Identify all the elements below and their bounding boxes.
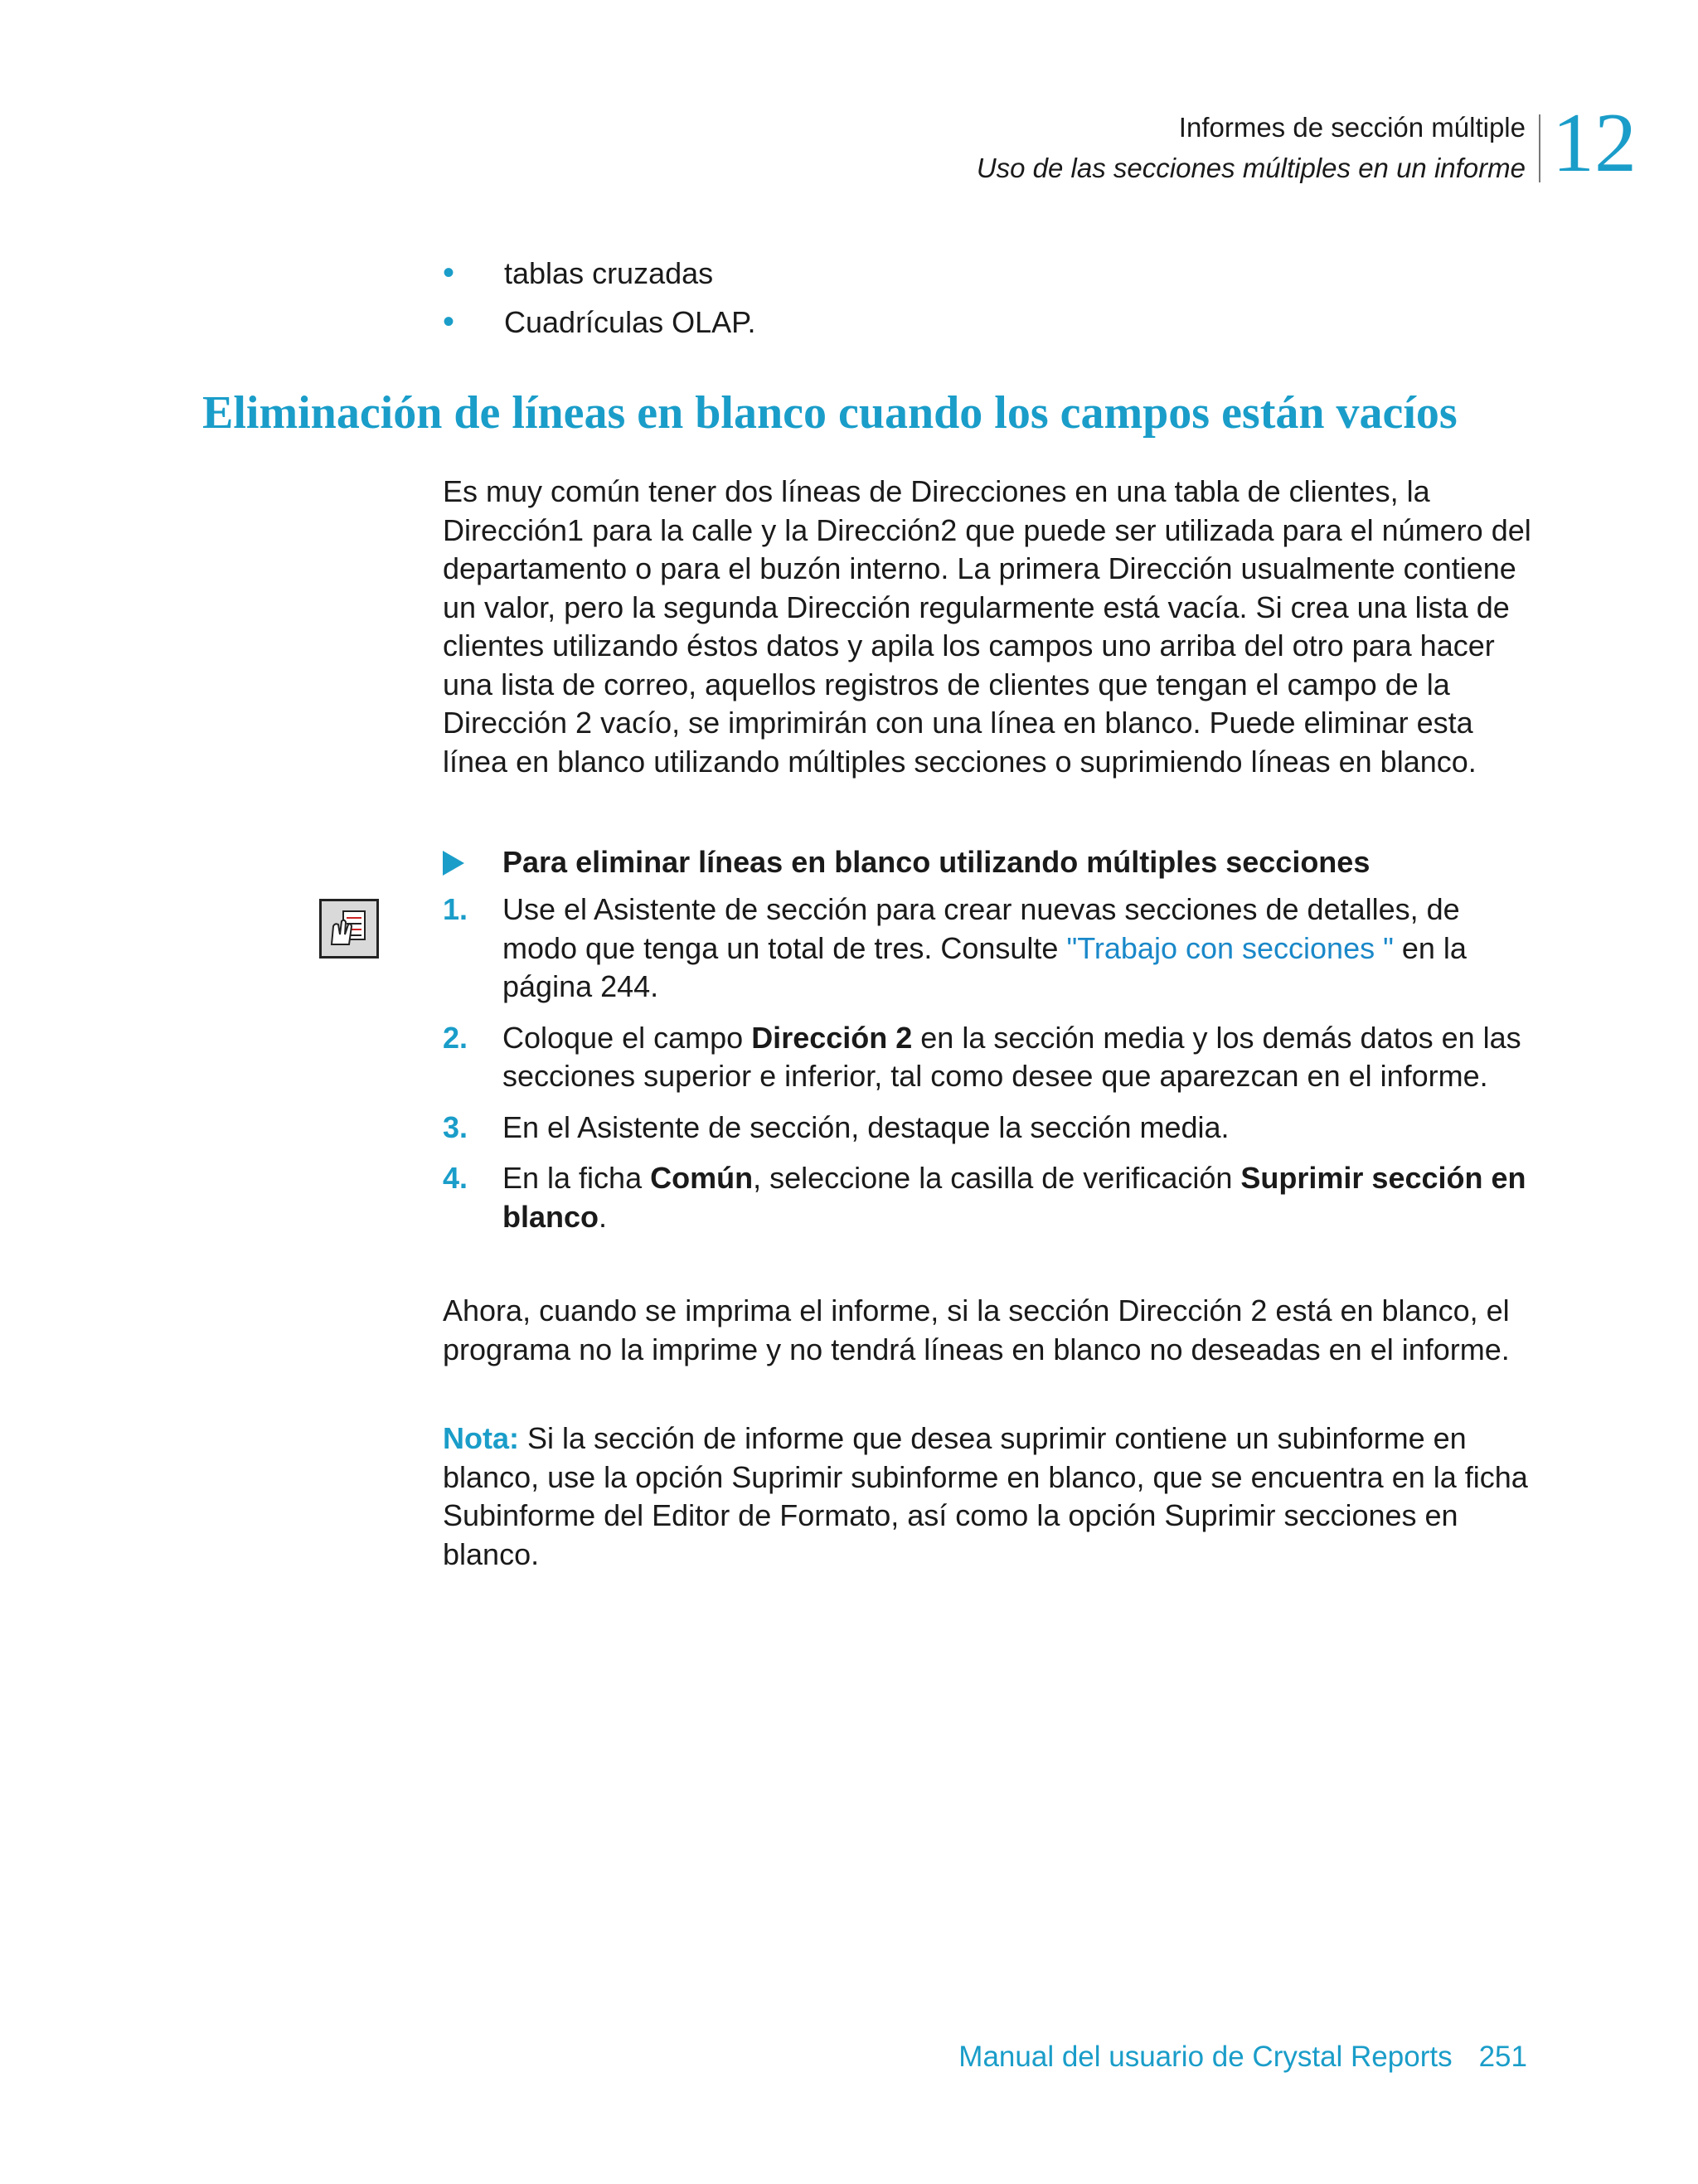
step-item [443, 1109, 1537, 1148]
header-section-title: Informes de sección múltiple [1178, 112, 1526, 143]
cross-reference-link[interactable]: "Trabajo con secciones " [1066, 930, 1394, 965]
tab-name: Común [650, 1161, 754, 1195]
bullet-item [443, 249, 756, 298]
bullet-dot-icon: • [443, 303, 455, 340]
bullet-text: tablas cruzadas [504, 256, 714, 290]
step-text: Use el Asistente de sección para crear nuevas secciones de detalles, de modo que tenga un total de tres. Consulte [502, 892, 1460, 965]
procedure-title-text: Para eliminar líneas en blanco utilizando múltiples secciones [502, 845, 1371, 879]
note-label: Nota: [443, 1421, 519, 1455]
step-text: Coloque el campo [502, 1020, 752, 1055]
step-number: 2. [443, 1020, 468, 1055]
procedure-steps [443, 891, 1537, 1249]
bullet-dot-icon: • [443, 255, 455, 291]
step-item [443, 1159, 1537, 1236]
field-name: Dirección 2 [751, 1020, 913, 1055]
step-number: 1. [443, 892, 468, 926]
running-header [977, 106, 1526, 187]
closing-paragraph: Ahora, cuando se imprima el informe, si la sección Dirección 2 está en blanco, el programa no la imprime y no tendrá líneas en blanco no deseadas en el informe. [443, 1293, 1510, 1366]
page-footer [958, 2038, 1527, 2076]
intro-paragraph: Es muy común tener dos líneas de Direcciones en una tabla de clientes, la Dirección1 para la calle y la Dirección2 que puede ser utilizada para el número del departamento o para el buzón interno. La primera Dirección usualmente contiene un valor, pero la segunda Dirección regularmente está vacía. Si crea una lista de clientes utilizando éstos datos y apila los campos uno arriba del otro para hacer una lista de correo, aquellos registros de clientes que tengan el campo de la Dirección 2 vacío, se imprimirán con una línea en blanco. Puede eliminar esta línea en blanco utilizando múltiples secciones o suprimiendo líneas en blanco. [443, 474, 1531, 779]
bullet-item [443, 298, 756, 347]
procedure-arrow-icon [443, 851, 464, 876]
step-item [443, 1019, 1537, 1096]
step-text: en la sección media y los demás datos en las secciones superior e inferior, tal como desee que aparezcan en el informe. [502, 1020, 1521, 1093]
step-text: en la página 244. [502, 930, 1467, 1003]
step-item [443, 891, 1537, 1007]
chapter-number: 12 [1552, 96, 1637, 190]
step-text: En la ficha [502, 1161, 651, 1195]
section-heading: Eliminación de líneas en blanco cuando los campos están vacíos [202, 387, 1458, 439]
step-number: 3. [443, 1109, 468, 1144]
note-text: Si la sección de informe que desea suprimir contiene un subinforme en blanco, use la opción Suprimir subinforme en blanco, que se encuentra en la ficha Subinforme del Editor de Formato, así como la opción Suprimir secciones en blanco. [443, 1421, 1528, 1571]
step-text: . [599, 1199, 608, 1234]
step-number: 4. [443, 1161, 468, 1195]
section-expert-icon [319, 899, 379, 959]
step-text: , seleccione la casilla de verificación [753, 1161, 1241, 1195]
bullet-text: Cuadrículas OLAP. [504, 305, 756, 339]
step-text: En el Asistente de sección, destaque la sección media. [502, 1109, 1230, 1144]
page-number: 251 [1478, 2041, 1527, 2073]
header-subsection-title: Uso de las secciones múltiples en un informe [976, 153, 1526, 183]
note-block [443, 1420, 1537, 1574]
bullet-list [443, 249, 756, 347]
chapter-divider [1539, 114, 1540, 182]
option-name: Suprimir sección en blanco [502, 1161, 1526, 1234]
footer-title: Manual del usuario de Crystal Reports [958, 2041, 1453, 2073]
